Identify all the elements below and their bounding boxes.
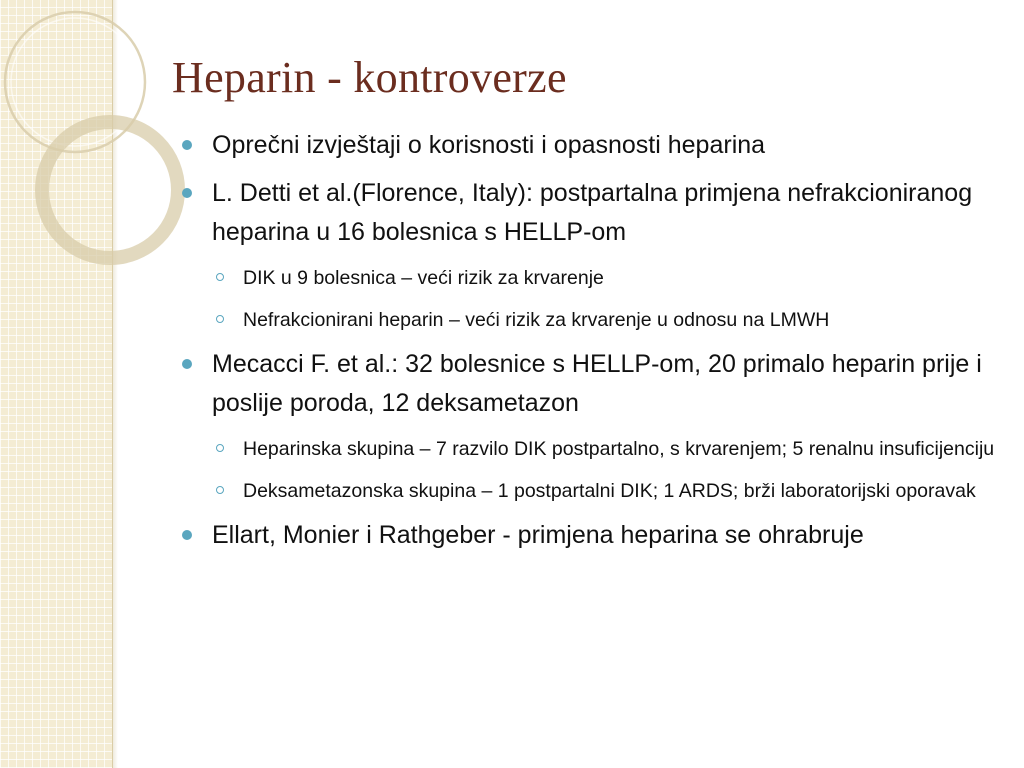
bullet-2: [180, 174, 1000, 252]
sub-bullet-3-2: [180, 474, 1000, 508]
bullet-2-text: L. Detti et al.(Florence, Italy): postpartalna primjena nefrakcioniranog heparina u 16 bolesnica s HELLP-om: [212, 179, 973, 246]
sub-bullet-ring-icon: [216, 273, 224, 281]
bullet-dot-icon: [182, 359, 192, 369]
bullet-1: [180, 126, 1000, 165]
sub-bullet-2-2-text: Nefrakcionirani heparin – veći rizik za krvarenje u odnosu na LMWH: [243, 309, 830, 331]
bullet-4-text: Ellart, Monier i Rathgeber - primjena heparina se ohrabruje: [212, 521, 864, 549]
bullet-3-text: Mecacci F. et al.: 32 bolesnice s HELLP-om, 20 primalo heparin prije i poslije poroda, 12 deksametazon: [212, 350, 982, 417]
sub-bullet-3-1-text: Heparinska skupina – 7 razvilo DIK postpartalno, s krvarenjem; 5 renalnu insuficijenciju: [243, 438, 995, 460]
bullet-dot-icon: [182, 188, 192, 198]
bullet-3: [180, 345, 1000, 423]
slide-title: Heparin - kontroverze: [172, 53, 567, 102]
sub-bullet-3-1: [180, 432, 1000, 466]
bullet-dot-icon: [182, 140, 192, 150]
sub-bullet-ring-icon: [216, 315, 224, 323]
bullet-dot-icon: [182, 530, 192, 540]
sub-bullet-2-1-text: DIK u 9 bolesnica – veći rizik za krvarenje: [243, 267, 604, 289]
sub-bullet-2-1: [180, 261, 1000, 295]
decorative-rings: [0, 0, 200, 330]
sub-bullet-2-2: [180, 303, 1000, 337]
sub-bullet-ring-icon: [216, 486, 224, 494]
sub-bullet-3-2-text: Deksametazonska skupina – 1 postpartalni DIK; 1 ARDS; brži laboratorijski oporavak: [243, 480, 976, 502]
bullet-list: [180, 126, 1000, 564]
bullet-1-text: Oprečni izvještaji o korisnosti i opasnosti heparina: [212, 131, 766, 159]
sub-bullet-ring-icon: [216, 444, 224, 452]
bullet-4: [180, 516, 1000, 555]
